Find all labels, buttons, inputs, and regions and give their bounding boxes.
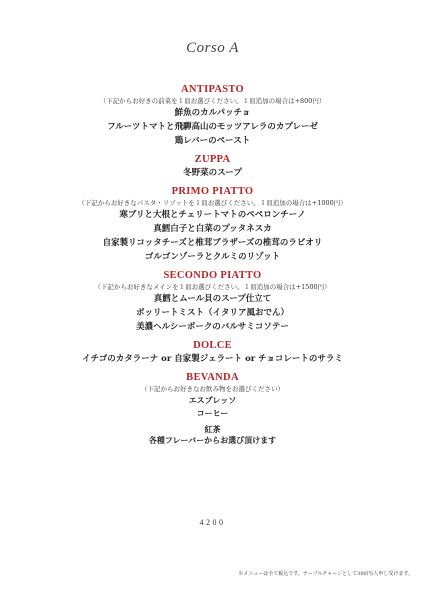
dish-item: 各種フレーバーからお選び頂けます xyxy=(148,435,277,445)
dish-item: 冬野菜のスープ xyxy=(183,168,242,178)
footer-note: ※メニューは全て税込です。テーブルチャージとして300円/人申し受けます。 xyxy=(238,571,413,577)
dish-item: 紅茶 xyxy=(204,424,221,434)
dish-item: 自家製リコッタチーズと椎茸ブラザーズの椎茸のラビオリ xyxy=(102,238,323,248)
section-dolce xyxy=(0,340,425,366)
section-zuppa xyxy=(0,154,425,180)
course-price: 4200 xyxy=(199,518,226,527)
dish-item: ゴルゴンゾーラとクルミのリゾット xyxy=(144,252,281,262)
dish-item: エスプレッソ xyxy=(188,395,237,405)
section-primo xyxy=(0,186,425,264)
section-note: （下記からお好きの前菜を１皿お選びください。１皿追加の場合は+800円） xyxy=(99,97,326,105)
dish-item: 鶏レバーのペースト xyxy=(174,136,251,146)
section-heading: BEVANDA xyxy=(186,372,239,383)
section-antipasto xyxy=(0,84,425,148)
dish-item: 鮮魚のカルパッチョ xyxy=(174,108,251,118)
course-title: Corso A xyxy=(186,40,239,56)
section-heading: PRIMO PIATTO xyxy=(171,186,254,197)
section-heading: SECONDO PIATTO xyxy=(163,270,262,281)
dish-item: 真鱈とムール貝のスープ仕立て xyxy=(153,294,272,304)
dish-item: コーヒー xyxy=(196,408,229,418)
section-heading: ZUPPA xyxy=(194,154,231,165)
section-heading: ANTIPASTO xyxy=(181,84,244,95)
section-secondo xyxy=(0,270,425,334)
section-note: （下記からお好きなお飲み物をお選びください） xyxy=(141,385,284,393)
dish-item: 寒ブリと大根とチェリートマトのペペロンチーノ xyxy=(119,210,306,220)
dish-item: 真鱈白子と白菜のプッタネスカ xyxy=(153,224,272,234)
dish-item: 美濃ヘルシーポークのバルサミコソテー xyxy=(136,322,289,332)
menu-sections xyxy=(0,84,425,452)
dish-item: ボッリートミスト（イタリア風おでん） xyxy=(136,308,289,318)
section-note: （下記からお好きなパスタ・リゾットを１皿お選びください。１皿追加の場合は+1000円） xyxy=(78,199,347,207)
section-heading: DOLCE xyxy=(193,340,232,351)
section-note: （下記からお好きなメインを１皿お選びください。１皿追加の場合は+1500円） xyxy=(94,283,331,291)
dish-item: フルーツトマトと飛騨高山のモッツアレラのカプレーゼ xyxy=(107,122,318,132)
dish-item: イチゴのカタラーナ or 自家製ジェラート or チョコレートのサラミ xyxy=(82,354,343,364)
section-bevanda xyxy=(0,372,425,446)
